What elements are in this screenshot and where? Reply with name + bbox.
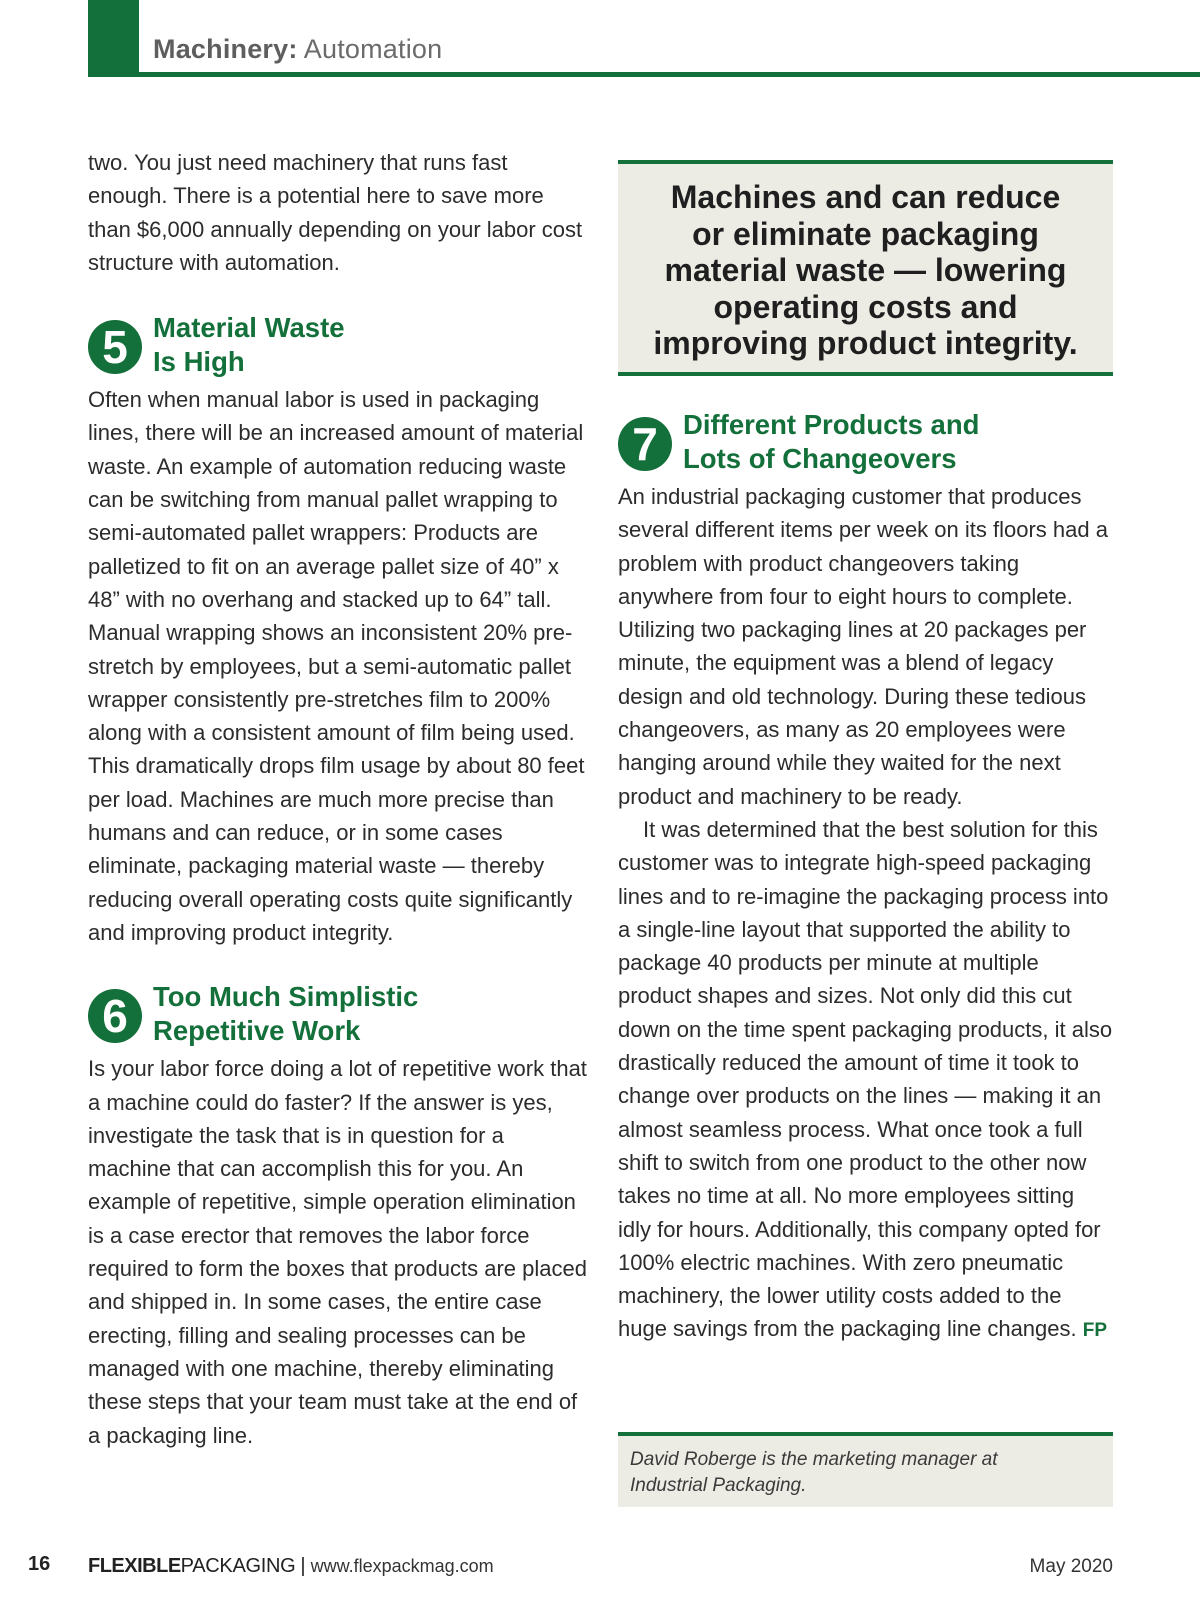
page-number: 16 <box>28 1553 51 1575</box>
section-7-body-2-text: It was determined that the best solution for this customer was to integrate high-speed packaging lines and to re-imagine the packaging process into a single-line layout that supported the ability to package 40 products per minute at multiple product shapes and sizes. Not only did this cut down on the time spent packaging products, it also drastically reduced the amount of time it took to change over products on the lines — making it an almost seamless process. What once took a full shift to switch from one product to the other now takes no time at all. No more employees sitting idly for hours. Additionally, this company opted for 100% electric machines. With zero pneumatic machinery, the lower utility costs added to the huge savings from the packaging line changes. <box>618 816 1113 1342</box>
pull-quote-line: material waste — lowering <box>664 252 1067 288</box>
section-number-badge: 6 <box>88 989 142 1043</box>
brand-bold: FLEXIBLE <box>88 1555 181 1577</box>
section-title-line2: Repetitive Work <box>153 1015 361 1047</box>
section-6-body: Is your labor force doing a lot of repetitive work that a machine could do faster? If the answer is yes, investigate the task that is in question for a machine that can accomplish this for you. An example of repetitive, simple operation elimination is a case erector that removes the labor force required to form the boxes that products are placed and shipped in. In some cases, the entire case erecting, filling and sealing processes can be managed with one machine, thereby eliminating these steps that your team must take at the end of a packaging line. <box>88 1056 587 1448</box>
section-number-badge: 5 <box>88 320 142 374</box>
section-7-body-2 <box>618 813 1113 1348</box>
author-bio-line: Industrial Packaging. <box>630 1475 807 1496</box>
footer-brand <box>88 1555 494 1578</box>
section-6-heading <box>88 982 588 1052</box>
section-5-body: Often when manual labor is used in packaging lines, there will be an increased amount of material waste. An example of automation reducing waste can be switching from manual pallet wrapping to semi-automated pallet wrappers: Products are palletized to fit on an average pallet size of 40” x 48” with no overhang and stacked up to 64” tall. Manual wrapping shows an inconsistent 20% pre-stretch by employees, but a semi-automatic pallet wrapper consistently pre-stretches film to 200% along with a consistent amount of film being used. This dramatically drops film usage by about 80 feet per load. Machines are much more precise than humans and can reduce, or in some cases eliminate, packaging material waste — thereby reducing overall operating costs quite significantly and improving product integrity. <box>88 387 585 945</box>
section-label: Machinery: <box>153 34 298 64</box>
section-7-heading <box>618 410 1113 480</box>
pull-quote-line: Machines and can reduce <box>670 179 1061 215</box>
footer-separator: | <box>300 1555 306 1577</box>
header-rule <box>88 72 1200 77</box>
left-column <box>88 146 588 1452</box>
intro-paragraph: two. You just need machinery that runs fast enough. There is a potential here to save more than $6,000 annually depending on your labor cost structure with automation. <box>88 150 583 275</box>
pull-quote <box>618 160 1113 376</box>
section-title-line1: Too Much Simplistic <box>153 981 419 1013</box>
section-title-line2: Is High <box>153 346 245 378</box>
section-title <box>683 408 979 476</box>
subsection-label: Automation <box>303 34 443 64</box>
pull-quote-line: operating costs and <box>713 288 1018 325</box>
header-green-block <box>88 0 139 77</box>
section-title <box>153 311 345 379</box>
brand-light: PACKAGING <box>180 1555 296 1577</box>
section-7-body-1: An industrial packaging customer that produces several different items per week on its floors had a problem with product changeovers taking anywhere from four to eight hours to complete. Utilizing two packaging lines at 20 packages per minute, the equipment was a blend of legacy design and old technology. During these tedious changeovers, as many as 20 employees were hanging around while they waited for the next product and machinery to be ready. <box>618 484 1108 809</box>
author-bio <box>618 1432 1113 1507</box>
end-mark: FP <box>1082 1320 1108 1342</box>
section-title-line1: Material Waste <box>153 312 345 344</box>
section-title <box>153 980 418 1048</box>
section-5-heading <box>88 313 588 383</box>
pull-quote-line: or eliminate packaging <box>692 215 1039 252</box>
issue-date: May 2020 <box>1029 1556 1113 1577</box>
section-title-line2: Lots of Changeovers <box>683 443 957 474</box>
pull-quote-line: improving product integrity. <box>653 325 1078 361</box>
author-bio-line: David Roberge is the marketing manager at <box>630 1449 998 1470</box>
footer-url-link[interactable]: www.flexpackmag.com <box>310 1556 494 1576</box>
right-column <box>618 410 1113 1348</box>
section-title-line1: Different Products and <box>683 409 980 440</box>
page-section-title <box>153 34 442 65</box>
section-number-badge: 7 <box>618 417 672 471</box>
